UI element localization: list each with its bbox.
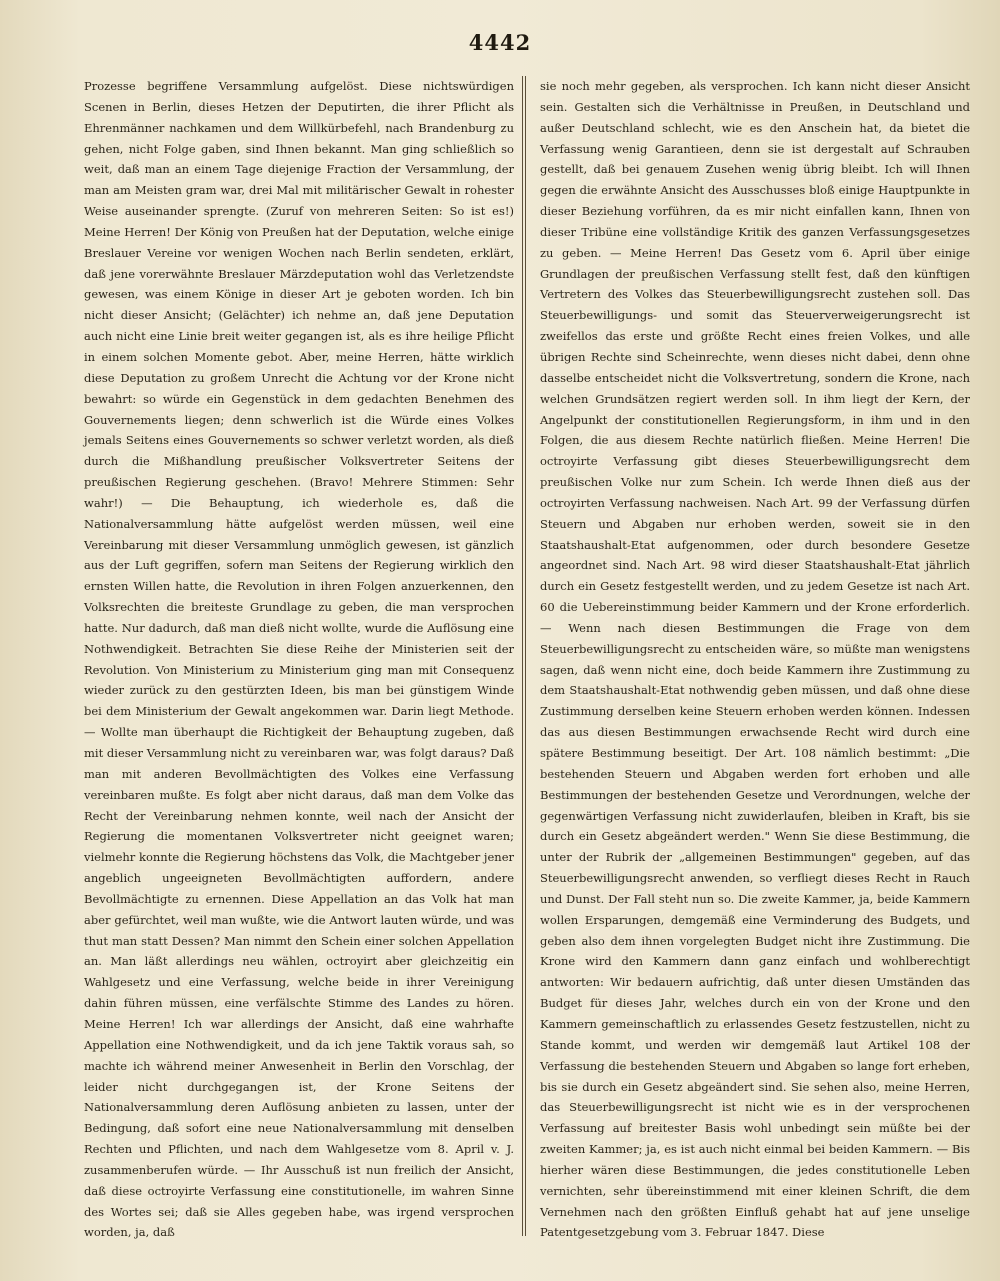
column-divider: [522, 76, 523, 1236]
page-number: 4442: [468, 30, 532, 55]
column-right-text: sie noch mehr gegeben, als versprochen. Ich kann nicht dieser Ansicht sein. Gestalten sich die Verhältnisse in Preußen, in Deutschland und außer Deutschland schlecht, wie es den Anschein hat, da bietet die Verfassung wenig Garantieen, denn sie ist dergestalt auf Schrauben gestellt, daß bei genauem Zusehen wenig übrig bleibt. Ich will Ihnen gegen die erwähnte Ansicht des Ausschusses bloß einige Hauptpunkte in dieser Beziehung vorführen, da es mir nicht einfallen kann, Ihnen von dieser Tribüne eine vollständige Kritik des ganzen Verfassungsgesetzes zu geben. — Meine Herren! Das Gesetz vom 6. April über einige Grundlagen der preußischen Verfassung stellt fest, daß den künftigen Vertretern des Volkes das Steuerbewilligungsrecht zustehen soll. Das Steuerbewilligungs- und somit das Steuerverweigerungsrecht ist zweifellos das erste und größte Recht eines freien Volkes, und alle übrigen Rechte sind Scheinrechte, wenn dieses nicht dabei, denn ohne dasselbe entscheidet nicht die Volksvertretung, sondern die Krone, nach welchen Grundsätzen regiert werden soll. In ihm liegt der Kern, der Angelpunkt der constitutionellen Regierungsform, in ihm und in den Folgen, die aus diesem Rechte natürlich fließen. Meine Herren! Die octroyirte Verfassung gibt dieses Steuerbewilligungsrecht dem preußischen Volke nur zum Schein. Ich werde Ihnen dieß aus der octroyirten Verfassung nachweisen. Nach Art. 99 der Verfassung dürfen Steuern und Abgaben nur erhoben werden, soweit sie in den Staatshaushalt-Etat aufgenommen, oder durch besondere Gesetze angeordnet sind. Nach Art. 98 wird dieser Staatshaushalt-Etat jährlich durch ein Gesetz festgestellt werden, und zu jedem Gesetze ist nach Art. 60 die Uebereinstimmung beider Kammern und der Krone erforderlich. — Wenn nach diesen Bestimmungen die Frage von dem Steuerbewilligungsrecht zu entscheiden wäre, so müßte man wenigstens sagen, daß wenn nicht eine, doch beide Kammern ihre Zustimmung zu dem Staatshaushalt-Etat nothwendig geben müssen, und daß ohne diese Zustimmung derselben keine Steuern erhoben werden können. Indessen das aus diesen Bestimmungen erwachsende Recht wird durch eine spätere Bestimmung beseitigt. Der Art. 108 nämlich bestimmt: „Die bestehenden Steuern und Abgaben werden fort erhoben und alle Bestimmungen der bestehenden Gesetze und Verordnungen, welche der gegenwärtigen Verfassung nicht zuwiderlaufen, bleiben in Kraft, bis sie durch ein Gesetz abgeändert werden." Wenn Sie diese Bestimmung, die unter der Rubrik der „allgemeinen Bestimmungen" gegeben, auf das Steuerbewilligungsrecht anwenden, so verfliegt dieses Recht in Rauch und Dunst. Der Fall steht nun so. Die zweite Kammer, ja, beide Kammern wollen Ersparungen, demgemäß eine Verminderung des Budgets, und geben also dem ihnen vorgelegten Budget nicht ihre Zustimmung. Die Krone wird den Kammern dann ganz einfach und wohlberechtigt antworten: Wir bedauern aufrichtig, daß unter diesen Umständen das Budget für dieses Jahr, welches durch ein von der Krone und den Kammern gemeinschaftlich zu erlassendes Gesetz festzustellen, nicht zu Stande kommt, und werden wir demgemäß laut Artikel 108 der Verfassung die bestehenden Steuern und Abgaben so lange fort erheben, bis sie durch ein Gesetz abgeändert sind. Sie sehen also, meine Herren, das Steuerbewilligungsrecht ist nicht wie es in der versprochenen Verfassung auf breitester Basis wohl unbedingt sein müßte bei der zweiten Kammer; ja, es ist auch nicht einmal bei beiden Kammern. — Bis hierher wären diese Bestimmungen, die jedes constitutionelle Leben vernichten, sehr übereinstimmend mit einer kleinen Schrift, die dem Vernehmen nach den größten Einfluß gehabt hat auf jene unselige Patentgesetzgebung vom 3. Februar 1847. Diese: [540, 79, 970, 1240]
column-left-text: Prozesse begriffene Versammlung aufgelöst. Diese nichtswürdigen Scenen in Berlin, dieses Hetzen der Deputirten, die ihrer Pflicht als Ehrenmänner nachkamen und dem Willkürbefehl, nach Brandenburg zu gehen, nicht Folge gaben, sind Ihnen bekannt. Man ging schließlich so weit, daß man an einem Tage diejenige Fraction der Versammlung, der man am Meisten gram war, drei Mal mit militärischer Gewalt in rohester Weise auseinander sprengte. (Zuruf von mehreren Seiten: So ist es!) Meine Herren! Der König von Preußen hat der Deputation, welche einige Breslauer Vereine vor wenigen Wochen nach Berlin sendeten, erklärt, daß jene vorerwähnte Breslauer Märzdeputation wohl das Verletzendste gewesen, was einem Könige in dieser Art je geboten worden. Ich bin nicht dieser Ansicht; (Gelächter) ich nehme an, daß jene Deputation auch nicht eine Linie breit weiter gegangen ist, als es ihre heilige Pflicht in einem solchen Momente gebot. Aber, meine Herren, hätte wirklich diese Deputation zu großem Unrecht die Achtung vor der Krone nicht bewahrt: so würde ein Gegenstück in dem gedachten Benehmen des Gouvernements liegen; denn schwerlich ist die Würde eines Volkes jemals Seitens eines Gouvernements so schwer verletzt worden, als dieß durch die Mißhandlung preußischer Volksvertreter Seitens der preußischen Regierung geschehen. (Bravo! Mehrere Stimmen: Sehr wahr!) — Die Behauptung, ich wiederhole es, daß die Nationalversammlung hätte aufgelöst werden müssen, weil eine Vereinbarung mit dieser Versammlung unmöglich gewesen, ist gänzlich aus der Luft gegriffen, sofern man Seitens der Regierung wirklich den ernsten Willen hatte, die Revolution in ihren Folgen anzuerkennen, den Volksrechten die breiteste Grundlage zu geben, die man versprochen hatte. Nur dadurch, daß man dieß nicht wollte, wurde die Auflösung eine Nothwendigkeit. Betrachten Sie diese Reihe der Ministerien seit der Revolution. Von Ministerium zu Ministerium ging man mit Consequenz wieder zurück zu den gestürzten Ideen, bis man bei günstigem Winde bei dem Ministerium der Gewalt angekommen war. Darin liegt Methode. — Wollte man überhaupt die Richtigkeit der Behauptung zugeben, daß mit dieser Versammlung nicht zu vereinbaren war, was folgt daraus? Daß man mit anderen Bevollmächtigten des Volkes eine Verfassung vereinbaren mußte. Es folgt aber nicht daraus, daß man dem Volke das Recht der Vereinbarung nehmen konnte, weil nach der Ansicht der Regierung die momentanen Volksvertreter nicht geeignet waren; vielmehr konnte die Regierung höchstens das Volk, die Machtgeber jener angeblich ungeeigneten Bevollmächtigten auffordern, andere Bevollmächtigte zu ernennen. Diese Appellation an das Volk hat man aber gefürchtet, weil man wußte, wie die Antwort lauten würde, und was thut man statt Dessen? Man nimmt den Schein einer solchen Appellation an. Man läßt allerdings neu wählen, octroyirt aber gleichzeitig ein Wahlgesetz und eine Verfassung, welche beide in ihrer Vereinigung dahin führen müssen, eine verfälschte Stimme des Landes zu hören. Meine Herren! Ich war allerdings der Ansicht, daß eine wahrhafte Appellation eine Nothwendigkeit, und da ich jene Taktik voraus sah, so machte ich während meiner Anwesenheit in Berlin den Vorschlag, der leider nicht durchgegangen ist, der Krone Seitens der Nationalversammlung deren Auflösung anbieten zu lassen, unter der Bedingung, daß sofort eine neue Nationalversammlung mit denselben Rechten und Pflichten, und nach dem Wahlgesetze vom 8. April v. J. zusammenberufen würde. — Ihr Ausschuß ist nun freilich der Ansicht, daß diese octroyirte Verfassung eine constitutionelle, im wahren Sinne des Wortes sei; daß sie Alles gegeben habe, was irgend versprochen worden, ja, daß: [84, 79, 514, 1240]
text-column-left: [84, 76, 514, 1244]
text-column-right: [540, 76, 970, 1240]
